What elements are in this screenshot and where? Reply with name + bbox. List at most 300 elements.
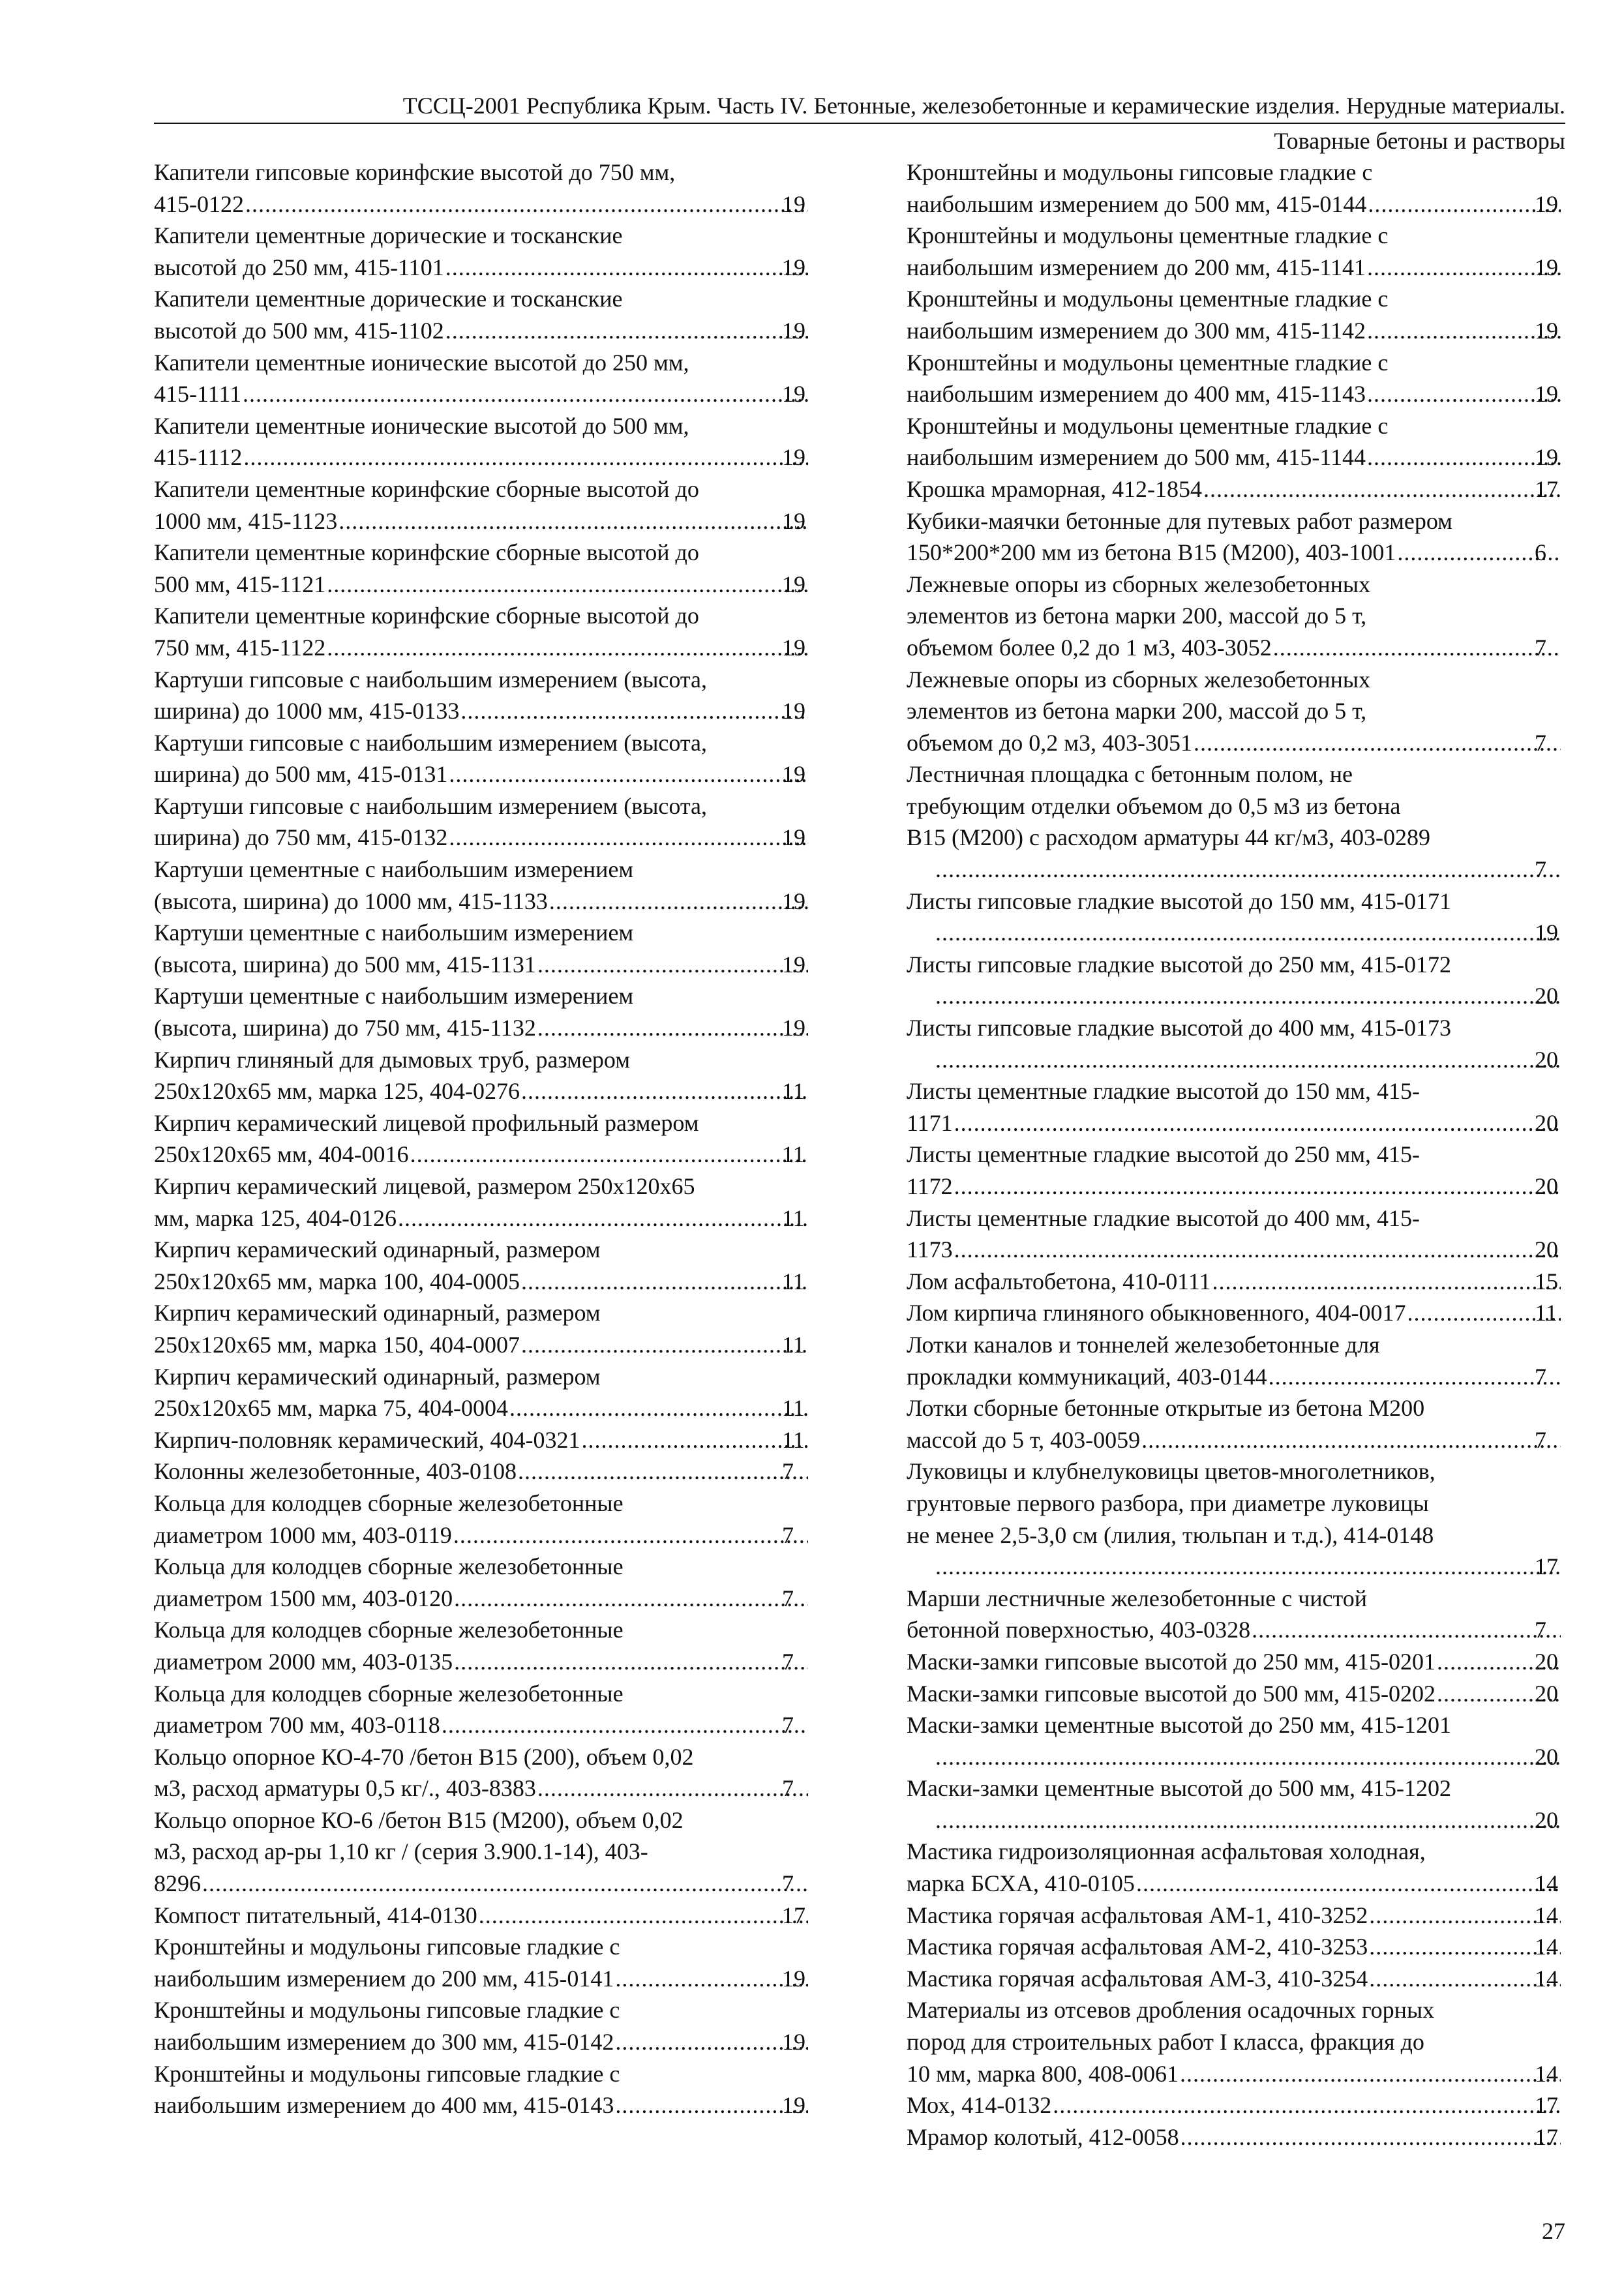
dot-leader <box>202 1868 808 1900</box>
index-entry <box>907 283 1562 346</box>
index-entry <box>154 1614 809 1677</box>
entry-text-end: мм, марка 125, 404-0126 <box>154 1204 397 1231</box>
entry-text-line: Капители цементные ионические высотой до 250 мм, <box>154 349 689 376</box>
index-entry <box>154 1551 809 1614</box>
entry-last-line: Мох, 414-0132 ..... 17 <box>934 2089 1562 2121</box>
entry-text-end: Крошка мраморная, 412-1854 <box>907 475 1202 502</box>
entry-text-end: 1172 <box>907 1173 953 1199</box>
entry-last-line: Крошка мраморная, 412-1854 ..... 17 <box>934 473 1562 505</box>
index-entry <box>907 886 1562 949</box>
entry-last-line: наибольшим измерением до 300 мм, 415-0142 ..... 19 <box>181 2026 809 2058</box>
entry-last-line: 500 мм, 415-1121 ..... 19 <box>181 569 809 601</box>
dot-leader <box>410 1139 808 1171</box>
entry-last-line: (высота, ширина) до 750 мм, 415-1132 ..... 19 <box>181 1012 809 1044</box>
entry-text-line: Кольцо опорное КО-6 /бетон В15 (М200), объем 0,02 <box>154 1806 684 1833</box>
dot-leader <box>537 949 808 981</box>
entry-last-line: ..... 7 <box>934 854 1562 886</box>
index-entry <box>907 505 1562 569</box>
entry-last-line: Кирпич-половняк керамический, 404-0321 ..... 11 <box>181 1424 809 1456</box>
entry-text-line: Маски-замки цементные высотой до 500 мм, 415-1202 <box>907 1775 1451 1802</box>
entry-text-end: 10 мм, марка 800, 408-0061 <box>907 2060 1179 2087</box>
entry-text-end: 250х120х65 мм, марка 150, 404-0007 <box>154 1331 520 1358</box>
entry-text-end: (высота, ширина) до 1000 мм, 415-1133 <box>154 888 548 914</box>
entry-text-line: Листы цементные гладкие высотой до 150 мм, 415- <box>907 1078 1421 1105</box>
entry-text-end: Мастика горячая асфальтовая АМ-3, 410-3254 <box>907 1965 1368 1992</box>
dot-leader <box>935 917 1561 949</box>
entry-text-end: наибольшим измерением до 200 мм, 415-1141 <box>907 254 1366 280</box>
index-entry <box>154 1171 809 1234</box>
index-entry <box>154 1044 809 1107</box>
entry-text-line: Картуши гипсовые с наибольшим измерением (высота, <box>154 666 708 693</box>
dot-leader <box>935 1044 1561 1076</box>
entry-text-line: Кирпич керамический лицевой, размером 250х120х65 <box>154 1173 695 1199</box>
entry-last-line: наибольшим измерением до 500 мм, 415-0144 ..... 19 <box>934 188 1562 220</box>
index-column-right <box>907 157 1562 2153</box>
entry-text-line: Кирпич керамический одинарный, размером <box>154 1363 601 1390</box>
entry-last-line: 415-1111 ..... 19 <box>181 378 809 410</box>
entry-text-end: Лом асфальтобетона, 410-0111 <box>907 1268 1211 1294</box>
index-entry <box>154 410 809 473</box>
index-entry <box>907 1836 1562 1899</box>
entry-last-line: наибольшим измерением до 400 мм, 415-1143 ..... 19 <box>934 378 1562 410</box>
entry-last-line: Лом кирпича глиняного обыкновенного, 404-0017 ..... 11 <box>934 1297 1562 1329</box>
entry-text-end: наибольшим измерением до 500 мм, 415-1144 <box>907 444 1366 471</box>
entry-last-line: мм, марка 125, 404-0126 ..... 11 <box>181 1203 809 1234</box>
entry-text-end: 415-1111 <box>154 381 241 408</box>
index-entry <box>154 1107 809 1171</box>
entry-text-end: объемом до 0,2 м3, 403-3051 <box>907 729 1192 756</box>
entry-last-line: ..... 19 <box>934 917 1562 949</box>
entry-last-line: Мастика горячая асфальтовая АМ-2, 410-3253 ..... 14 <box>934 1931 1562 1963</box>
entry-text-end: объемом более 0,2 до 1 м3, 403-3052 <box>907 634 1272 661</box>
index-entry <box>154 1424 809 1456</box>
dot-leader <box>454 1646 808 1678</box>
dot-leader <box>1180 2058 1561 2090</box>
entry-text-end: Маски-замки гипсовые высотой до 500 мм, 415-0202 <box>907 1680 1436 1707</box>
index-entry <box>907 1900 1562 1932</box>
index-entry <box>907 1963 1562 1995</box>
index-entry <box>154 220 809 283</box>
entry-text-line: м3, расход ар-ры 1,10 кг / (серия 3.900.1-14), 403- <box>154 1838 648 1865</box>
index-entry <box>907 220 1562 283</box>
index-entry <box>154 2058 809 2121</box>
index-entry <box>154 1900 809 1932</box>
index-entry <box>154 980 809 1043</box>
entry-last-line: Мрамор колотый, 412-0058 ..... 17 <box>934 2121 1562 2153</box>
dot-leader <box>1367 315 1561 347</box>
entry-last-line: диаметром 2000 мм, 403-0135 ..... 7 <box>181 1646 809 1678</box>
entry-text-end: 150*200*200 мм из бетона В15 (М200), 403-1001 <box>907 539 1396 566</box>
index-entry <box>154 283 809 346</box>
dot-leader <box>1269 1361 1561 1393</box>
index-entry <box>907 1329 1562 1392</box>
entry-text-end: 250х120х65 мм, 404-0016 <box>154 1141 409 1168</box>
entry-text-line: Лотки сборные бетонные открытые из бетона М200 <box>907 1395 1425 1422</box>
dot-leader <box>1203 473 1561 505</box>
entry-text-end: массой до 5 т, 403-0059 <box>907 1426 1141 1453</box>
entry-text-line: пород для строительных работ I класса, фракция до <box>907 2029 1424 2056</box>
index-column-left <box>154 157 809 2121</box>
index-entry <box>907 1994 1562 2089</box>
header-title: ТССЦ-2001 Республика Крым. Часть IV. Бетонные, железобетонные и керамические изделия. Нерудные материалы. <box>154 90 1565 124</box>
entry-text-line: Капители цементные дорические и тосканские <box>154 222 623 249</box>
index-entry <box>154 1741 809 1804</box>
index-entry <box>907 1456 1562 1582</box>
index-entry <box>154 1361 809 1424</box>
entry-text-line: Кронштейны и модульоны гипсовые гладкие с <box>154 1997 620 2024</box>
index-entry <box>154 1488 809 1551</box>
entry-last-line: объемом до 0,2 м3, 403-3051 ..... 7 <box>934 727 1562 759</box>
entry-text-line: Кубики-маячки бетонные для путевых работ размером <box>907 507 1452 534</box>
dot-leader <box>243 378 808 410</box>
entry-text-end: диаметром 1500 мм, 403-0120 <box>154 1585 453 1611</box>
entry-text-line: Кирпич керамический одинарный, размером <box>154 1236 601 1263</box>
dot-leader <box>1369 1963 1561 1995</box>
index-entry <box>907 664 1562 759</box>
entry-last-line: ..... 20 <box>934 1741 1562 1773</box>
entry-last-line: 415-1112 ..... 19 <box>181 441 809 473</box>
index-entry <box>907 1583 1562 1646</box>
dot-leader <box>1194 727 1561 759</box>
dot-leader <box>460 695 808 727</box>
entry-text-line: Марши лестничные железобетонные с чистой <box>907 1585 1367 1611</box>
entry-last-line: (высота, ширина) до 1000 мм, 415-1133 ..... 19 <box>181 886 809 918</box>
entry-text-end: диаметром 2000 мм, 403-0135 <box>154 1648 453 1675</box>
entry-last-line: высотой до 250 мм, 415-1101 ..... 19 <box>181 252 809 284</box>
index-entry <box>154 347 809 410</box>
entry-last-line: ..... 17 <box>934 1551 1562 1583</box>
entry-text-end: наибольшим измерением до 200 мм, 415-0141 <box>154 1965 614 1992</box>
index-entry <box>907 1392 1562 1456</box>
entry-text-end: Кирпич-половняк керамический, 404-0321 <box>154 1426 580 1453</box>
entry-last-line: диаметром 1000 мм, 403-0119 ..... 7 <box>181 1519 809 1551</box>
entry-last-line: наибольшим измерением до 300 мм, 415-1142 ..... 19 <box>934 315 1562 347</box>
entry-text-end: 250х120х65 мм, марка 100, 404-0005 <box>154 1268 520 1294</box>
entry-text-line: Капители цементные коринфские сборные высотой до <box>154 603 699 629</box>
entry-last-line: ширина) до 1000 мм, 415-0133 ..... 19 <box>181 695 809 727</box>
entry-last-line: высотой до 500 мм, 415-1102 ..... 19 <box>181 315 809 347</box>
entry-last-line: наибольшим измерением до 500 мм, 415-1144 ..... 19 <box>934 441 1562 473</box>
entry-text-line: Капители цементные коринфские сборные высотой до <box>154 539 699 566</box>
index-entry <box>154 1931 809 1994</box>
dot-leader <box>615 1963 808 1995</box>
entry-text-end: (высота, ширина) до 500 мм, 415-1131 <box>154 951 536 978</box>
dot-leader <box>935 854 1561 886</box>
entry-text-line: элементов из бетона марки 200, массой до 5 т, <box>907 698 1367 725</box>
entry-last-line: 150*200*200 мм из бетона В15 (М200), 403-1001 ..... 6 <box>934 537 1562 569</box>
index-entry <box>907 1139 1562 1202</box>
index-entry <box>907 1709 1562 1773</box>
entry-text-line: элементов из бетона марки 200, массой до 5 т, <box>907 603 1367 629</box>
entry-last-line: (высота, ширина) до 500 мм, 415-1131 ..... 19 <box>181 949 809 981</box>
entry-last-line: массой до 5 т, 403-0059 ..... 7 <box>934 1424 1562 1456</box>
entry-text-end: (высота, ширина) до 750 мм, 415-1132 <box>154 1015 536 1041</box>
index-entry <box>907 1931 1562 1963</box>
entry-text-line: Листы гипсовые гладкие высотой до 250 мм, 415-0172 <box>907 951 1452 978</box>
dot-leader <box>442 1709 808 1741</box>
index-entry <box>907 758 1562 885</box>
entry-text-line: В15 (М200) с расходом арматуры 44 кг/м3, 403-0289 <box>907 824 1430 851</box>
dot-leader <box>521 1266 808 1298</box>
dot-leader <box>509 1392 808 1424</box>
dot-leader <box>1053 2089 1561 2121</box>
entry-text-end: ширина) до 1000 мм, 415-0133 <box>154 698 460 725</box>
dot-leader <box>1136 1868 1561 1900</box>
entry-text-end: 1173 <box>907 1236 953 1263</box>
dot-leader <box>1212 1266 1561 1298</box>
dot-leader <box>449 758 808 790</box>
index-entry <box>907 1297 1562 1329</box>
entry-last-line: диаметром 700 мм, 403-0118 ..... 7 <box>181 1709 809 1741</box>
entry-text-end: 415-0122 <box>154 190 244 217</box>
entry-text-line: Кольца для колодцев сборные железобетонные <box>154 1553 624 1580</box>
dot-leader <box>454 1583 808 1615</box>
index-entry <box>154 790 809 854</box>
entry-text-end: наибольшим измерением до 300 мм, 415-0142 <box>154 2029 614 2056</box>
index-entry <box>907 1773 1562 1836</box>
entry-last-line: ..... 20 <box>934 1044 1562 1076</box>
index-entry <box>907 1266 1562 1298</box>
dot-leader <box>338 505 808 537</box>
entry-text-end: 8296 <box>154 1870 201 1897</box>
entry-text-line: Луковицы и клубнелуковицы цветов-многолетников, <box>907 1458 1436 1485</box>
entry-text-line: Материалы из отсевов дробления осадочных горных <box>907 1997 1435 2024</box>
dot-leader <box>1252 1614 1561 1646</box>
entry-text-line: грунтовые первого разбора, при диаметре луковицы <box>907 1489 1429 1516</box>
entry-text-end: диаметром 700 мм, 403-0118 <box>154 1712 440 1739</box>
entry-last-line: 10 мм, марка 800, 408-0061 ..... 14 <box>934 2058 1562 2090</box>
dot-leader <box>1367 441 1561 473</box>
entry-last-line: бетонной поверхностью, 403-0328 ..... 7 <box>934 1614 1562 1646</box>
dot-leader <box>537 1012 808 1044</box>
dot-leader <box>243 441 808 473</box>
entry-text-end: наибольшим измерением до 400 мм, 415-1143 <box>907 381 1366 408</box>
entry-text-line: Листы цементные гладкие высотой до 250 мм, 415- <box>907 1141 1421 1168</box>
entry-text-line: Листы гипсовые гладкие высотой до 150 мм, 415-0171 <box>907 888 1452 914</box>
entry-text-end: Компост питательный, 414-0130 <box>154 1902 477 1928</box>
entry-text-line: требующим отделки объемом до 0,5 м3 из бетона <box>907 792 1401 819</box>
index-entry <box>154 664 809 727</box>
page-number: 27 <box>1542 2218 1565 2244</box>
entry-last-line: Маски-замки гипсовые высотой до 250 мм, 415-0201 ..... 20 <box>934 1646 1562 1678</box>
index-entry <box>154 1234 809 1297</box>
dot-leader <box>954 1107 1561 1139</box>
entry-last-line: Колонны железобетонные, 403-0108 ..... 7 <box>181 1456 809 1488</box>
dot-leader <box>935 1804 1561 1836</box>
entry-text-end: Мастика горячая асфальтовая АМ-2, 410-3253 <box>907 1934 1368 1960</box>
entry-text-end: 1171 <box>907 1109 953 1136</box>
header-subtitle: Товарные бетоны и растворы <box>1274 128 1565 154</box>
entry-text-line: Кронштейны и модульоны гипсовые гладкие с <box>154 1934 620 1960</box>
entry-last-line: диаметром 1500 мм, 403-0120 ..... 7 <box>181 1583 809 1615</box>
entry-text-line: Капители цементные ионические высотой до 500 мм, <box>154 412 689 439</box>
entry-text-end: 415-1112 <box>154 444 243 471</box>
entry-last-line: Мастика горячая асфальтовая АМ-1, 410-3252 ..... 14 <box>934 1900 1562 1932</box>
entry-last-line: наибольшим измерением до 200 мм, 415-1141 ..... 19 <box>934 252 1562 284</box>
entry-last-line: ..... 20 <box>934 980 1562 1012</box>
index-entry <box>154 600 809 663</box>
entry-text-end: 500 мм, 415-1121 <box>154 571 326 597</box>
entry-text-line: Кольца для колодцев сборные железобетонные <box>154 1680 624 1707</box>
dot-leader <box>1368 188 1561 220</box>
entry-text-line: Кольца для колодцев сборные железобетонные <box>154 1489 624 1516</box>
entry-last-line: объемом более 0,2 до 1 м3, 403-3052 ..... 7 <box>934 632 1562 664</box>
entry-text-end: 250х120х65 мм, марка 125, 404-0276 <box>154 1078 520 1105</box>
entry-text-line: Лестничная площадка с бетонным полом, не <box>907 761 1353 788</box>
entry-text-end: Маски-замки гипсовые высотой до 250 мм, 415-0201 <box>907 1648 1436 1675</box>
dot-leader <box>582 1424 808 1456</box>
dot-leader <box>1369 1931 1561 1963</box>
entry-text-line: Кирпич керамический лицевой профильный размером <box>154 1109 699 1136</box>
index-entry <box>907 410 1562 473</box>
entry-last-line: 750 мм, 415-1122 ..... 19 <box>181 632 809 664</box>
index-entry <box>907 1075 1562 1139</box>
dot-leader <box>935 1551 1561 1583</box>
entry-text-end: наибольшим измерением до 300 мм, 415-1142 <box>907 317 1366 344</box>
index-entry <box>907 1203 1562 1266</box>
index-entry <box>907 949 1562 1012</box>
entry-last-line: ширина) до 750 мм, 415-0132 ..... 19 <box>181 822 809 854</box>
entry-last-line: 1172 ..... 20 <box>934 1171 1562 1203</box>
dot-leader <box>327 569 808 601</box>
dot-leader <box>449 822 808 854</box>
entry-text-line: Картуши цементные с наибольшим измерением <box>154 920 634 946</box>
dot-leader <box>521 1329 808 1361</box>
index-entry <box>154 727 809 790</box>
entry-text-end: Колонны железобетонные, 403-0108 <box>154 1458 517 1485</box>
entry-text-end: наибольшим измерением до 500 мм, 415-0144 <box>907 190 1367 217</box>
entry-last-line: 250х120х65 мм, марка 150, 404-0007 ..... 11 <box>181 1329 809 1361</box>
entry-text-line: Лотки каналов и тоннелей железобетонные для <box>907 1331 1380 1358</box>
dot-leader <box>245 188 808 220</box>
index-entry <box>907 1646 1562 1678</box>
entry-last-line: ..... 20 <box>934 1804 1562 1836</box>
entry-text-line: Листы цементные гладкие высотой до 400 мм, 415- <box>907 1204 1421 1231</box>
index-entry <box>154 537 809 600</box>
entry-text-end: Мастика горячая асфальтовая АМ-1, 410-3252 <box>907 1902 1368 1928</box>
entry-last-line: 250х120х65 мм, 404-0016 ..... 11 <box>181 1139 809 1171</box>
entry-text-line: Кирпич керамический одинарный, размером <box>154 1300 601 1326</box>
entry-text-line: Мастика гидроизоляционная асфальтовая холодная, <box>907 1838 1426 1865</box>
dot-leader <box>935 980 1561 1012</box>
index-entry <box>154 157 809 220</box>
dot-leader <box>453 1519 808 1551</box>
index-entry <box>907 569 1562 664</box>
entry-text-line: Кольца для колодцев сборные железобетонные <box>154 1617 624 1643</box>
entry-text-end: бетонной поверхностью, 403-0328 <box>907 1617 1251 1643</box>
dot-leader <box>445 252 808 284</box>
entry-text-line: Кронштейны и модульоны цементные гладкие с <box>907 412 1389 439</box>
entry-text-line: Капители гипсовые коринфские высотой до 750 мм, <box>154 159 676 185</box>
dot-leader <box>1367 252 1561 284</box>
index-entry <box>907 1012 1562 1075</box>
index-entry <box>907 157 1562 220</box>
dot-leader <box>327 632 808 664</box>
index-entry <box>154 473 809 537</box>
entry-text-end: 1000 мм, 415-1123 <box>154 507 338 534</box>
index-entry <box>154 1994 809 2057</box>
index-entry <box>154 1456 809 1488</box>
index-entry <box>154 1297 809 1360</box>
entry-text-end: диаметром 1000 мм, 403-0119 <box>154 1521 452 1548</box>
dot-leader <box>954 1234 1561 1266</box>
index-entry <box>154 1678 809 1741</box>
dot-leader <box>615 2026 808 2058</box>
entry-last-line: 415-0122 ..... 19 <box>181 188 809 220</box>
entry-text-line: Кронштейны и модульоны гипсовые гладкие с <box>907 159 1373 185</box>
entry-text-end: 250х120х65 мм, марка 75, 404-0004 <box>154 1395 508 1422</box>
entry-text-end: высотой до 250 мм, 415-1101 <box>154 254 444 280</box>
index-entry <box>907 2089 1562 2121</box>
entry-last-line: 1000 мм, 415-1123 ..... 19 <box>181 505 809 537</box>
index-entry <box>907 1678 1562 1710</box>
dot-leader <box>1367 378 1561 410</box>
entry-last-line: 250х120х65 мм, марка 125, 404-0276 ..... 11 <box>181 1075 809 1107</box>
index-entry <box>907 473 1562 505</box>
entry-text-line: Листы гипсовые гладкие высотой до 400 мм, 415-0173 <box>907 1015 1452 1041</box>
entry-last-line: 8296 ..... 7 <box>181 1868 809 1900</box>
entry-text-line: Кронштейны и модульоны гипсовые гладкие с <box>154 2060 620 2087</box>
dot-leader <box>935 1741 1561 1773</box>
entry-text-line: Маски-замки цементные высотой до 250 мм, 415-1201 <box>907 1712 1451 1739</box>
entry-last-line: прокладки коммуникаций, 403-0144 ..... 7 <box>934 1361 1562 1393</box>
entry-text-line: Лежневые опоры из сборных железобетонных <box>907 666 1371 693</box>
dot-leader <box>521 1075 808 1107</box>
entry-last-line: 250х120х65 мм, марка 75, 404-0004 ..... 11 <box>181 1392 809 1424</box>
index-entry <box>907 347 1562 410</box>
entry-last-line: наибольшим измерением до 200 мм, 415-0141 ..... 19 <box>181 1963 809 1995</box>
entry-last-line: Маски-замки гипсовые высотой до 500 мм, 415-0202 ..... 20 <box>934 1678 1562 1710</box>
entry-last-line: 1171 ..... 20 <box>934 1107 1562 1139</box>
entry-text-line: Капители цементные коринфские сборные высотой до <box>154 475 699 502</box>
entry-text-line: Кронштейны и модульоны цементные гладкие с <box>907 349 1389 376</box>
entry-last-line: 250х120х65 мм, марка 100, 404-0005 ..... 11 <box>181 1266 809 1298</box>
entry-last-line: Мастика горячая асфальтовая АМ-3, 410-3254 ..... 14 <box>934 1963 1562 1995</box>
index-entry <box>154 917 809 980</box>
entry-text-line: Картуши гипсовые с наибольшим измерением (высота, <box>154 729 708 756</box>
dot-leader <box>398 1203 808 1234</box>
entry-text-line: Картуши цементные с наибольшим измерением <box>154 983 634 1010</box>
entry-text-end: прокладки коммуникаций, 403-0144 <box>907 1363 1267 1390</box>
running-header <box>154 90 1565 157</box>
entry-last-line: 1173 ..... 20 <box>934 1234 1562 1266</box>
index-entry <box>154 854 809 917</box>
dot-leader <box>518 1456 808 1488</box>
entry-text-end: наибольшим измерением до 400 мм, 415-0143 <box>154 2092 614 2119</box>
entry-text-line: Картуши цементные с наибольшим измерением <box>154 856 634 883</box>
entry-last-line: марка БСХА, 410-0105 ..... 14 <box>934 1868 1562 1900</box>
dot-leader <box>445 315 808 347</box>
entry-text-end: 750 мм, 415-1122 <box>154 634 326 661</box>
entry-text-line: не менее 2,5-3,0 см (лилия, тюльпан и т.д.), 414-0148 <box>907 1521 1434 1548</box>
dot-leader <box>537 1773 808 1804</box>
entry-text-line: Кольцо опорное КО-4-70 /бетон В15 (200), объем 0,02 <box>154 1743 694 1770</box>
entry-text-end: высотой до 500 мм, 415-1102 <box>154 317 444 344</box>
entry-text-end: Мрамор колотый, 412-0058 <box>907 2123 1179 2150</box>
index-entry <box>907 2121 1562 2153</box>
entry-text-line: Капители цементные дорические и тосканские <box>154 286 623 312</box>
entry-last-line: наибольшим измерением до 400 мм, 415-0143 ..... 19 <box>181 2089 809 2121</box>
entry-text-end: Лом кирпича глиняного обыкновенного, 404-0017 <box>907 1300 1406 1326</box>
index-entry <box>154 1804 809 1900</box>
entry-text-end: ширина) до 500 мм, 415-0131 <box>154 761 448 788</box>
entry-last-line: Компост питательный, 414-0130 ..... 17 <box>181 1900 809 1932</box>
dot-leader <box>1369 1900 1561 1932</box>
entry-text-end: марка БСХА, 410-0105 <box>907 1870 1135 1897</box>
entry-last-line: Лом асфальтобетона, 410-0111 ..... 15 <box>934 1266 1562 1298</box>
dot-leader <box>479 1900 808 1932</box>
entry-text-end: ширина) до 750 мм, 415-0132 <box>154 824 448 851</box>
